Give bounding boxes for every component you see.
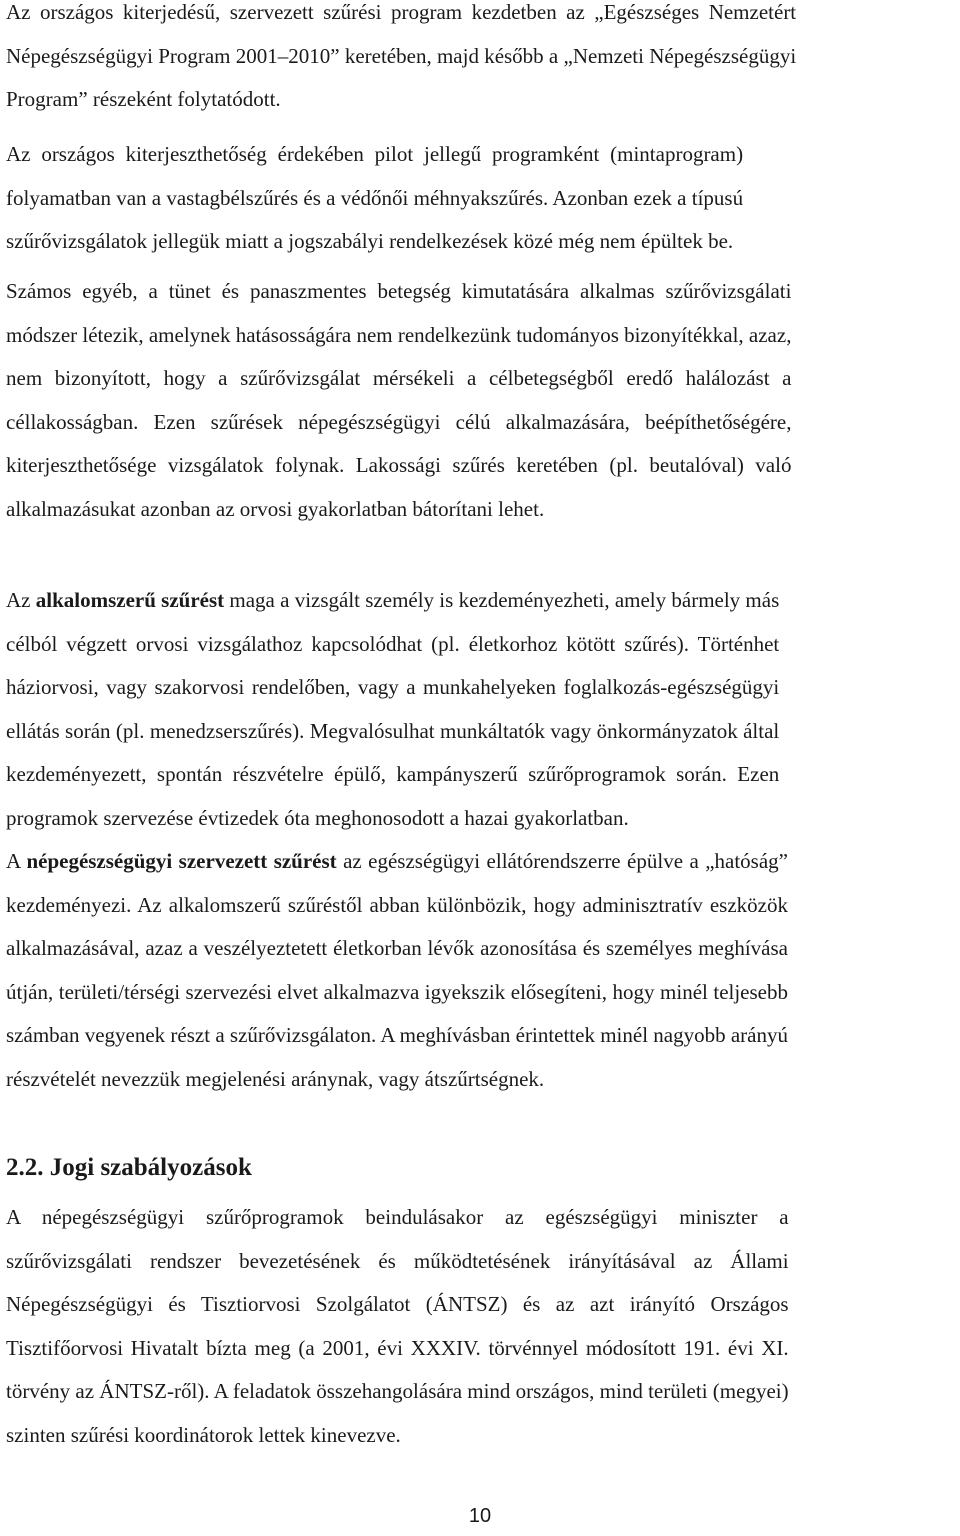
text-line: szűrővizsgálatok jellegük miatt a jogszabályi rendelkezések közé még nem épültek be. — [6, 229, 734, 254]
paragraph-legal-regulation — [6, 1196, 789, 1458]
bold-term: népegészségügyi szervezett szűrést — [26, 849, 337, 873]
text-line: Tisztifőorvosi Hivatalt bízta meg (a 2001, évi XXXIV. törvénnyel módosított 191. évi XI. — [6, 1335, 789, 1360]
text-line: alkalmazásával, azaz a veszélyeztetett életkorban lévők azonosítása és személyes meghívása — [6, 936, 788, 961]
text-line: programok szervezése évtizedek óta meghonosodott a hazai gyakorlatban. — [6, 805, 629, 830]
text-line: útján, területi/térségi szervezési elvet alkalmazva igyekszik elősegíteni, hogy minél teljesebb — [6, 979, 788, 1004]
text-line: módszer létezik, amelynek hatásosságára nem rendelkezünk tudományos bizonyítékkal, azaz, — [6, 322, 792, 347]
paragraph-occasional-screening — [6, 579, 779, 841]
page-number: 10 — [468, 1505, 492, 1527]
text-line: célból végzett orvosi vizsgálathoz kapcsolódhat (pl. életkorhoz kötött szűrés). Történhet — [6, 631, 780, 656]
text-line: Az országos kiterjedésű, szervezett szűrési program kezdetben az „Egészséges Nemzetért — [6, 0, 797, 24]
paragraph-pilot-programs — [6, 133, 743, 264]
paragraph-other-methods — [6, 270, 791, 532]
text-line: szinten szűrési koordinátorok lettek kinevezve. — [6, 1422, 401, 1447]
text-line: Népegészségügyi és Tisztiorvosi Szolgálatot (ÁNTSZ) és az azt irányító Országos — [6, 1292, 789, 1317]
text-run: maga a vizsgált személy is kezdeményezheti, amely bármely más — [224, 588, 780, 612]
text-run: az egészségügyi ellátórendszerre épülve a „hatóság” — [336, 849, 788, 873]
text-line: szűrővizsgálati rendszer bevezetésének és működtetésének irányításával az Állami — [6, 1248, 789, 1273]
section-heading: 2.2. Jogi szabályozások — [6, 1154, 252, 1181]
text-line: kezdeményezett, spontán részvételre épülő, kampányszerű szűrőprogramok során. Ezen — [6, 762, 780, 787]
text-line — [6, 840, 788, 884]
bold-term: alkalomszerű szűrést — [35, 588, 225, 612]
text-line: Számos egyéb, a tünet és panaszmentes betegség kimutatására alkalmas szűrővizsgálati — [6, 279, 792, 303]
text-line: A népegészségügyi szűrőprogramok beindulásakor az egészségügyi miniszter a — [6, 1205, 789, 1229]
text-line: alkalmazásukat azonban az orvosi gyakorlatban bátorítani lehet. — [6, 496, 545, 521]
text-line: folyamatban van a vastagbélszűrés és a védőnői méhnyakszűrés. Azonban ezek a típusú — [6, 185, 744, 210]
text-line — [6, 579, 779, 623]
text-line: céllakosságban. Ezen szűrések népegészségügyi célú alkalmazására, beépíthetőségére, — [6, 409, 792, 434]
paragraph-program-history — [6, 0, 796, 122]
text-run: A — [6, 849, 27, 873]
text-line: Népegészségügyi Program 2001–2010” keretében, majd később a „Nemzeti Népegészségügyi — [6, 43, 797, 68]
text-line: részvételét nevezzük megjelenési aránynak, vagy átszűrtségnek. — [6, 1066, 545, 1091]
paragraph-organized-screening — [6, 840, 788, 1102]
text-line: háziorvosi, vagy szakorvosi rendelőben, vagy a munkahelyeken foglalkozás-egészségügyi — [6, 675, 780, 700]
text-line: törvény az ÁNTSZ-ről). A feladatok összehangolására mind országos, mind területi (megyei) — [6, 1379, 789, 1404]
text-line: Program” részeként folytatódott. — [6, 87, 281, 112]
text-run: Az — [6, 588, 36, 612]
text-line: nem bizonyított, hogy a szűrővizsgálat mérsékeli a célbetegségből eredő halálozást a — [6, 366, 792, 391]
text-line: számban vegyenek részt a szűrővizsgálaton. A meghívásban érintettek minél nagyobb arányú — [6, 1023, 788, 1048]
text-line: Az országos kiterjeszthetőség érdekében pilot jellegű programként (mintaprogram) — [6, 142, 744, 166]
text-line: kezdeményezi. Az alkalomszerű szűréstől abban különbözik, hogy adminisztratív eszközök — [6, 892, 788, 917]
text-line: kiterjeszthetősége vizsgálatok folynak. Lakossági szűrés keretében (pl. beutalóval) való — [6, 453, 792, 478]
text-line: ellátás során (pl. menedzserszűrés). Megvalósulhat munkáltatók vagy önkormányzatok által — [6, 718, 780, 743]
